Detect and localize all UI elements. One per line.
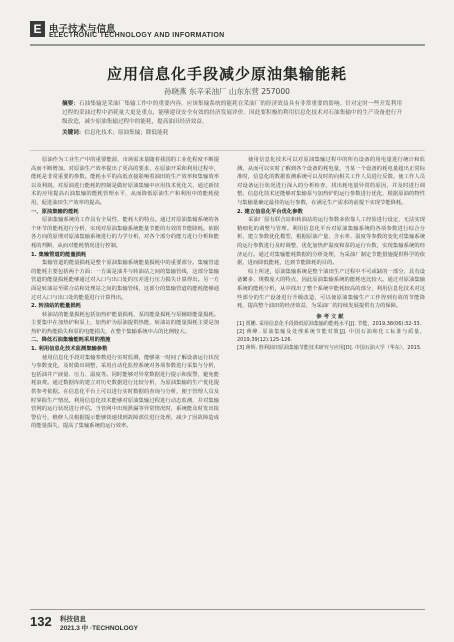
column-name-en: ELECTRONIC TECHNOLOGY AND INFORMATION	[49, 32, 225, 39]
keywords-text: 信息化技术；原油集输；降低能耗	[84, 129, 169, 136]
section-heading: 2. 转油站的能量损耗	[31, 303, 81, 310]
reference-entry: [1] 贾鹏. 采用信息化手段降低原油集输的能耗水平[J]. 节能，2019,38(06):32-33.	[237, 321, 422, 328]
body-paragraph: 集输管道的能量损耗是整个原油集输系统能量损耗中的重要部分。集输管道的能耗主要包括两个方面：一方面是油井与转油站之间的集输管线，这部分集输管道的能量损耗能够通过对入口与出口处的压差进行压力损失计算得出。另一方面是转油站至联合站和处理站之间的集输管线，这部分的集输管道的能耗能够通过对入口与出口处的能量进行计算得出。	[31, 260, 219, 301]
body-paragraph: 原油集输系统的工作具有全局性，能耗大的特点。通过对原油集输系统的各个环节的能耗进行分析，实现对原油集输系统能量节能的有效的节能降耗。依据各方向的原理对原油集输系统进行的力学分析，对各个部分的能力进行分析和能耗的判断，从而对能耗情况进行控制。	[31, 217, 219, 249]
page-number: 132	[30, 614, 52, 629]
keywords-line	[62, 129, 402, 138]
section-heading: 二、降低石油集输能耗采用的措施	[31, 337, 111, 344]
references-heading: 参考文献	[316, 313, 346, 320]
section-heading: 1. 集输管道的能量损耗	[31, 251, 87, 258]
body-paragraph: 转油站的能量损耗包括加热炉能量损耗、泵的能量损耗与泵辅助能量损耗。主要集中在加热炉和泵上，加热炉为原油提供热能，转油站的能量损耗主要是加热炉的热能损失和泵的电能损失，在整个集输系统中占的比例较大。	[31, 311, 219, 335]
body-paragraph: 使用信息化技术可以对原油集输过程中的所有设备的用电量进行统计和监测。从而可以实时了解到各个设备的耗电量，当某一个设备的耗电量超出正常标准时，信息化的数据监测系统可以及时的向相关工作人员进行反馈。使工作人员对设备运行状况进行深入的分析检查，找出耗电量异常的原因，并及时进行调整。信息化技术还能够对集输泵与加热炉的运行参数进行优化，根据原油的物性与集输量确定最佳的运行参数，在满足生产需求的前提下实现节能降耗。	[237, 157, 425, 206]
reference-entry: [3] 蒋辉. 胜利油田原油集输节能技术研究与应用[D]. 中国石油大学（华东），2015.	[237, 344, 422, 351]
article-authors: 孙晓燕 东辛采油厂 山东东营 257000	[164, 87, 290, 96]
body-paragraph: 原油作为工业生产中的重要能源，市场需求量随着我国的工业化程度不断提高而不断增加。对原油生产效率提出了更高的要求，在原油开采和利用过程中，能耗是非常重要的参数。能耗水平的高低直接影响着油田的生产效率和集输效率以及利润。对原油进行能耗的控制是做好原油集输中应用技术优化关，通过新技术的应用提高石油集输的能耗管理水平，从而降低原油生产和利用中的能耗使用，促进油田生产效率的提高。	[31, 157, 219, 206]
article-title: 应用信息化手段减少原油集输能耗	[106, 65, 347, 83]
body-paragraph: 综上所述，原油集输系统是整个油田生产过程中不可或缺的一部分，具有设备繁多、规模庞大的特点，因此原油集输系统的能耗也比较大。通过对原油集输系统的能耗分析，从中找出了整个系统中能耗较高的部分，利用信息化技术对这些部分的生产设备进行升级改造，可以使原油集输生产工作得到有效的节能降耗，提高整个油田的经济效益，为采油厂的持续发展提供有力的保障。	[237, 268, 425, 310]
body-column-right	[237, 156, 425, 352]
section-mark: E	[30, 21, 45, 37]
section-heading: 2. 建立信息化平台优化参数	[237, 208, 303, 215]
footer-journal-cn: 科技信息	[60, 615, 86, 623]
section-heading: 1. 利用信息化技术监测集输参数	[31, 346, 108, 353]
section-heading: 一、原油集输的能耗	[31, 208, 79, 215]
header-divider	[30, 44, 425, 46]
abstract-label: 摘要：	[62, 101, 80, 107]
reference-entry: [2] 蒋峰. 原油集输及处理系统节能对策[J]. 中国石油和化工标准与质量，2019,39(12):125-126.	[237, 329, 425, 343]
body-paragraph: 使用信息化手段对集输参数进行实时监测，能够第一时间了解设备运行状况与参数变化，及时做出调整，采用自动化监控系统对各项参数进行采集与分析，包括油井产液量、压力、温度等。同时能够对异常数据进行提示和报警，避免能耗浪费。通过数据库的建立对历史数据进行比较分析，为原油集输的生产优化提供参考依据。在信息化平台上可以进行实时数据的查询与分析，便于管理人员及时掌握生产情况。利用信息化技术能够对原油集输过程进行动态监测，并对集输管网的运行状况进行评估。当管网中出现泄漏等异常情况时，系统能及时发出报警信号，维修人员根据提示能够快速找到故障部位进行处理，减少了因故障造成的能量损失，提高了集输系统的运行效率。	[31, 354, 219, 430]
footer-divider	[30, 609, 425, 610]
journal-header	[30, 21, 430, 43]
body-paragraph: 采油厂原有联合站和转油站的运行参数多依靠人工经验进行设定，无法实现精细化的调整与管理。利用信息化平台对原油集输系统的各项参数进行综合分析，建立参数优化模型，根据原油产量、含水率、温度等参数的变化对集输系统的运行参数进行及时调整，优化加热炉温度和泵的运行台数，实现集输系统的经济运行。通过对集输能耗数据的分析处理，为采油厂制定节能措施提供科学的依据，进而降低能耗，达到节能降耗的目的。	[237, 217, 425, 267]
footer-journal-en: 2021.3 中 ·TECHNOLOGY	[60, 625, 139, 632]
keywords-label: 关键词：	[62, 129, 85, 136]
abstract-divider	[30, 150, 425, 151]
abstract-block	[62, 100, 402, 138]
column-name-cn: 电子技术与信息	[49, 24, 116, 35]
abstract-text: 石油集输是采油厂集输工作中的重要内容。应该集输系统的能耗在采油厂的经济效益具有非常重要的影响。针对定时一些开发利用过程的采油过程中消耗量大更是重点，能够建设安全有效的经济发展评价。因此要积极的利用信息化技术对石油集输中的生产设备进行升级改造，减少原油集输过程中的能耗，提高油田经济效益。	[62, 101, 402, 126]
body-column-left	[31, 156, 219, 431]
